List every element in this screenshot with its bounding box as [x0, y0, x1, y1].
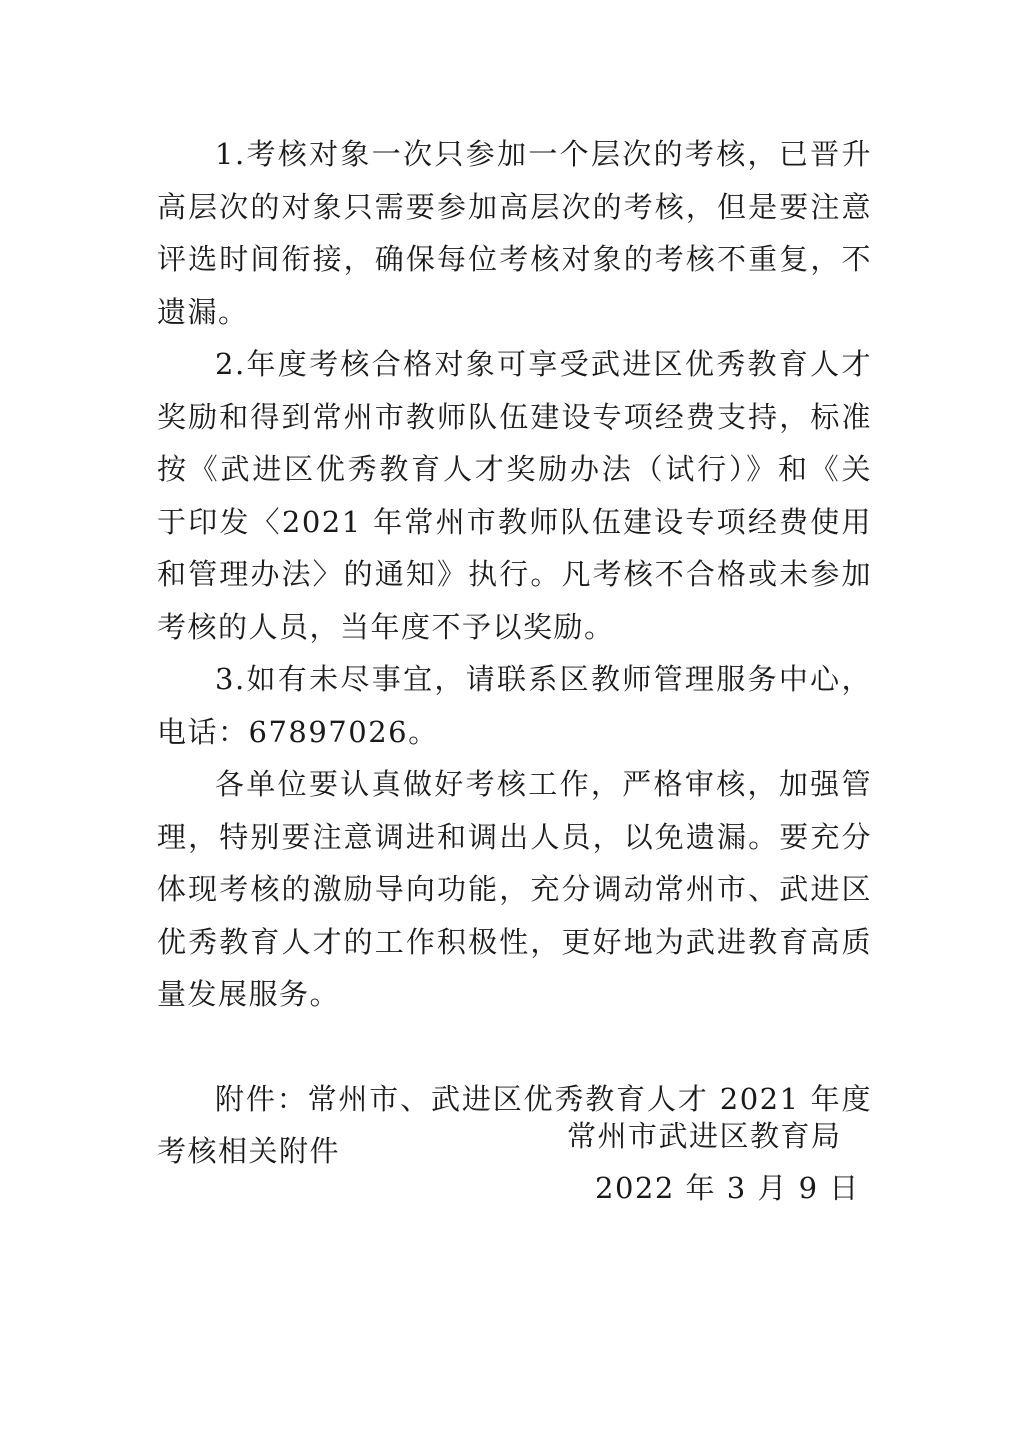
- paragraph-item-1: 1.考核对象一次只参加一个层次的考核，已晋升高层次的对象只需要参加高层次的考核，但是要注意评选时间衔接，确保每位考核对象的考核不重复，不遗漏。: [157, 137, 872, 329]
- attachment-note: 附件：常州市、武进区优秀教育人才 2021 年度考核相关附件: [157, 1081, 872, 1168]
- closing-paragraph: 各单位要认真做好考核工作，严格审核，加强管理，特别要注意调进和调出人员，以免遗漏。要充分体现考核的激励导向功能，充分调动常州市、武进区优秀教育人才的工作积极性，更好地为武进教育高质量发展服务。: [157, 767, 872, 1011]
- issuing-organization: 常州市武进区教育局: [567, 1119, 842, 1153]
- paragraph-item-2: 2.年度考核合格对象可享受武进区优秀教育人才奖励和得到常州市教师队伍建设专项经费支持，标准按《武进区优秀教育人才奖励办法（试行）》和《关于印发〈2021 年常州市教师队伍建设专项经费使用和管理办法〉的通知》执行。凡考核不合格或未参加考核的人员，当年度不予以奖励。: [157, 347, 872, 644]
- issue-date: 2022 年 3 月 9 日: [595, 1171, 860, 1205]
- document-body: [157, 128, 872, 1178]
- paragraph-item-3: 3.如有未尽事宜，请联系区教师管理服务中心，电话：67897026。: [157, 662, 872, 749]
- signature-block: [555, 1110, 885, 1214]
